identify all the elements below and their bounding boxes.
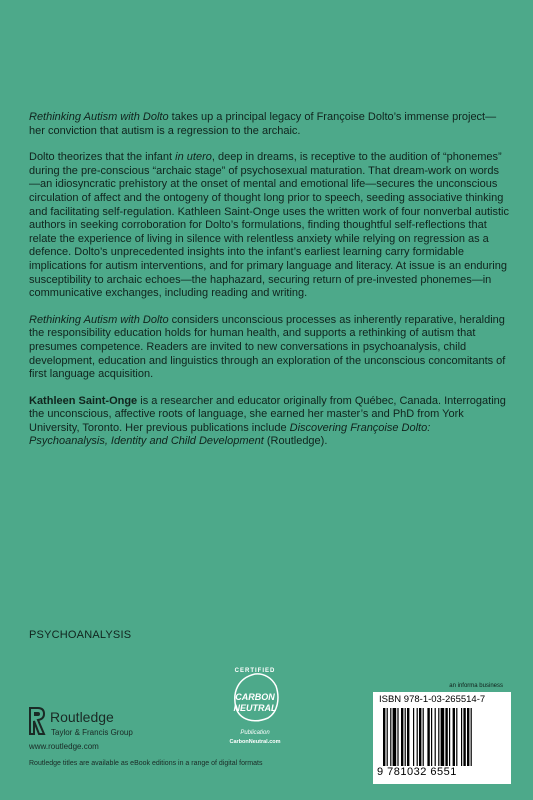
barcode-bars [383, 708, 505, 766]
blurb-paragraph-2 [29, 151, 509, 301]
barcode-area [373, 683, 513, 787]
ebook-note: Routledge titles are available as eBook editions in a range of digital formats [29, 760, 263, 767]
carbon-publication-label: Publication [240, 730, 270, 736]
neutral-label: NEUTRAL [233, 703, 277, 713]
barcode-digits: 9 781032 6551 [377, 766, 457, 778]
subject-category: PSYCHOANALYSIS [29, 629, 132, 641]
blurb-text: Dolto theorizes that the infant [29, 151, 176, 164]
blurb-text: , deep in dreams, is receptive to the audition of “phonemes” during the pre-conscious “archaic stage” of psychosexual maturation. That dream-work on words—an idiosyncratic prehistory at the onset of mental and emotional life—secures the unconscious circulation of affect and the ontogeny of thought long prior to speech, seeding associative thinking and facilitating self-regulation. Kathleen Saint-Onge uses the written work of four nonverbal autistic authors in seeking corroboration for Dolto’s formulations, finding thoughtful self-reflections that relate the experience of living in silence with relentless anxiety while relying on regression as a defence. Dolto’s unprecedented insights into the infant’s earliest learning carry formidable implications for autism interventions, and for primary language and literacy. At issue is an enduring susceptibility to archaic echoes—the haphazard, securing return of pre-invested phonemes—in communicative exchanges, including reading and writing. [29, 151, 509, 300]
blurb-italic: in utero [175, 151, 212, 164]
blurb-text: considers unconscious processes as inherently reparative, heralding the responsibility education holds for human health, and supports a rethinking of autism that presumes competence. Readers are invited to new conversations in psychoanalysis, child development, education and linguistics through an exploration of the unconscious concomitants of first language acquisition. [29, 313, 506, 381]
blurb-text: is a researcher and educator originally from Québec, Canada. Interrogating the unconscious, affective roots of language, she earned her master’s and PhD from York University, Toronto. Her previous publications include [29, 394, 506, 434]
carbon-certified-label: CERTIFIED [234, 668, 276, 674]
book-title: Rethinking Autism with Dolto [29, 111, 169, 123]
routledge-r-icon [28, 706, 46, 738]
carbon-label: CARBON [235, 692, 275, 702]
blurb-paragraph-1 [29, 111, 509, 138]
carbon-neutral-badge [220, 668, 290, 754]
previous-book-title: Discovering Françoise Dolto: Psychoanalysis, Identity and Child Development [29, 421, 431, 448]
publisher-name: Routledge [50, 709, 114, 725]
blurb-text: (Routledge). [263, 435, 328, 448]
isbn-barcode [373, 692, 511, 784]
author-bio [29, 395, 509, 449]
blurb-text: takes up a principal legacy of Françoise Dolto’s immense project—her conviction that autism is a regression to the archaic. [29, 111, 497, 137]
carbon-url: CarbonNeutral.com [229, 739, 281, 745]
book-title: Rethinking Autism with Dolto [29, 313, 169, 326]
author-name: Kathleen Saint-Onge [29, 394, 138, 407]
back-cover-blurb [29, 111, 509, 462]
blurb-paragraph-3 [29, 314, 509, 382]
cover-footer [0, 668, 533, 800]
publisher-url: www.routledge.com [29, 742, 99, 751]
isbn-number: ISBN 978-1-03-265514-7 [379, 694, 486, 705]
publisher-group: Taylor & Francis Group [51, 728, 133, 737]
informa-label: an informa business [449, 683, 503, 689]
